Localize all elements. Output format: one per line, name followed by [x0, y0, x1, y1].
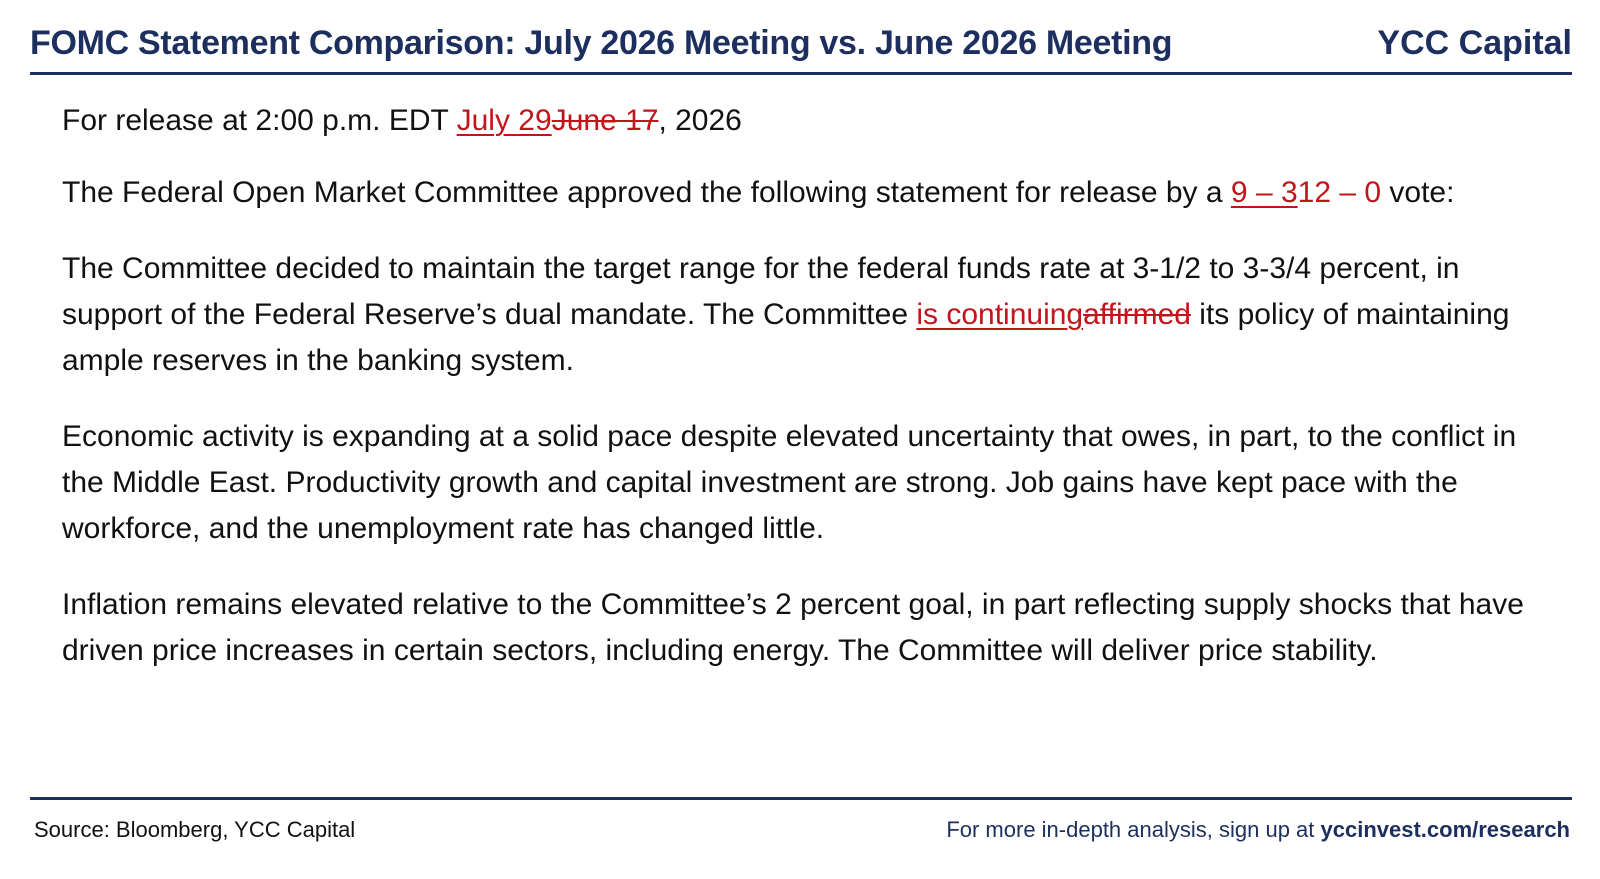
signup-prefix: For more in-depth analysis, sign up at: [946, 817, 1321, 842]
inflation-paragraph: Inflation remains elevated relative to the Committee’s 2 percent goal, in part reflecting supply shocks that have driven price increases in certain sectors, including energy. The Committee will deliver price stability.: [62, 588, 1524, 667]
release-prefix: For release at 2:00 p.m. EDT: [62, 104, 457, 137]
signup-link[interactable]: yccinvest.com/research: [1320, 817, 1570, 842]
economy-paragraph: Economic activity is expanding at a solid pace despite elevated uncertainty that owes, in part, to the conflict in the Middle East. Productivity growth and capital investment are strong. Job gains have kept pace with the workforce, and the unemployment rate has changed little.: [62, 420, 1517, 545]
signup-note: [946, 817, 1570, 843]
page-header: [30, 14, 1572, 75]
release-suffix: , 2026: [658, 104, 742, 137]
page-footer: [34, 814, 1570, 846]
rates-paragraph: [62, 246, 1540, 384]
inserted-text: July 29: [456, 104, 552, 137]
vote-paragraph: [62, 170, 1540, 216]
inserted-text: is continuing: [916, 298, 1084, 331]
inserted-text: 9 – 3: [1230, 176, 1298, 209]
release-line: [62, 98, 1540, 144]
deleted-text: June 17: [551, 104, 659, 137]
rates-prefix: The Committee decided to maintain the target range for the federal funds rate at 3-1/2 to 3-3/4 percent, in support of the Federal Reserve’s dual mandate. The Committee: [62, 252, 1460, 331]
statement-body: [62, 98, 1540, 704]
brand-name: YCC Capital: [1377, 23, 1572, 62]
footer-divider: [30, 797, 1572, 800]
vote-suffix: vote:: [1381, 176, 1455, 209]
deleted-text: 12 – 0: [1297, 176, 1382, 209]
rates-suffix: its policy of maintaining ample reserves in the banking system.: [62, 298, 1510, 377]
page-title: FOMC Statement Comparison: July 2026 Meeting vs. June 2026 Meeting: [30, 23, 1173, 62]
vote-prefix: The Federal Open Market Committee approved the following statement for release by a: [62, 176, 1231, 209]
deleted-text: affirmed: [1083, 298, 1191, 331]
source-note: Source: Bloomberg, YCC Capital: [34, 817, 356, 842]
